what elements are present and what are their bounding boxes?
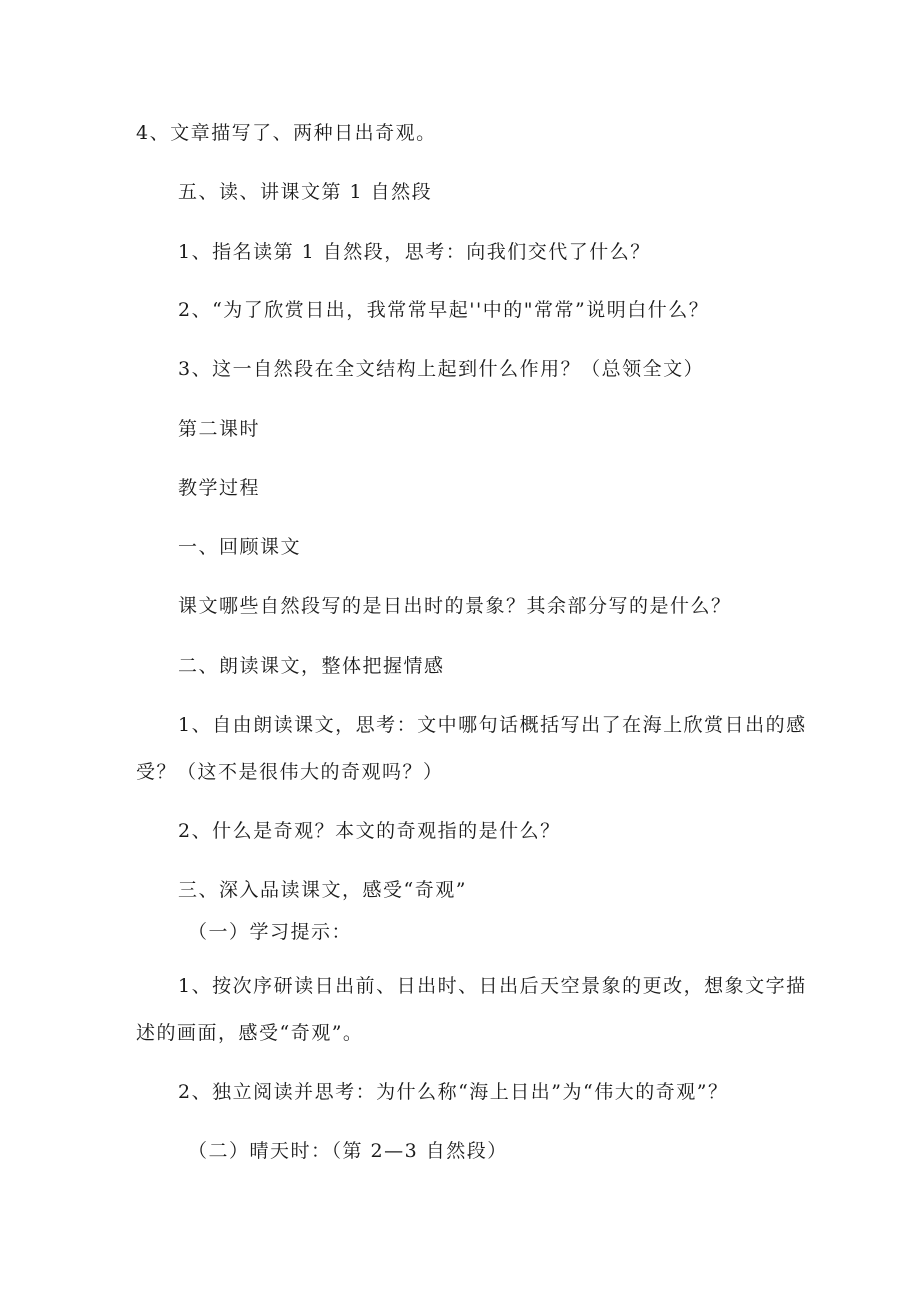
paragraph-line: 述的画面，感受“奇观”。 [136, 1022, 364, 1044]
paragraph-line: 2、“为了欣赏日出，我常常早起''中的"常常”说明白什么？ [178, 299, 710, 321]
paragraph-line: 4、文章描写了、两种日出奇观。 [136, 122, 437, 144]
paragraph-line: 2、独立阅读并思考：为什么称“海上日出”为“伟大的奇观”？ [178, 1081, 729, 1103]
sub-heading: （一）学习提示： [188, 921, 353, 943]
paragraph-line: 受？（这不是很伟大的奇观吗？） [136, 761, 444, 783]
paragraph-line: 1、按次序研读日出前、日出时、日出后天空景象的更改，想象文字描 [178, 975, 807, 997]
section-heading: 第二课时 [178, 418, 261, 440]
paragraph-line: 1、指名读第 1 自然段，思考：向我们交代了什么？ [178, 241, 651, 263]
paragraph-line: 1、自由朗读课文，思考：文中哪句话概括写出了在海上欣赏日出的感 [178, 714, 807, 736]
sub-heading: （二）晴天时：（第 2—3 自然段） [188, 1140, 508, 1162]
paragraph-line: 3、这一自然段在全文结构上起到什么作用？（总领全文） [178, 358, 705, 380]
paragraph-line: 2、什么是奇观？本文的奇观指的是什么？ [178, 820, 561, 842]
section-heading: 教学过程 [178, 477, 261, 499]
section-heading: 一、回顾课文 [178, 536, 302, 558]
section-heading: 二、朗读课文，整体把握情感 [178, 655, 445, 677]
section-heading: 五、读、讲课文第 1 自然段 [178, 181, 433, 203]
paragraph-line: 课文哪些自然段写的是日出时的景象？其余部分写的是什么？ [178, 595, 732, 617]
section-heading: 三、深入品读课文，感受“奇观” [178, 879, 467, 901]
